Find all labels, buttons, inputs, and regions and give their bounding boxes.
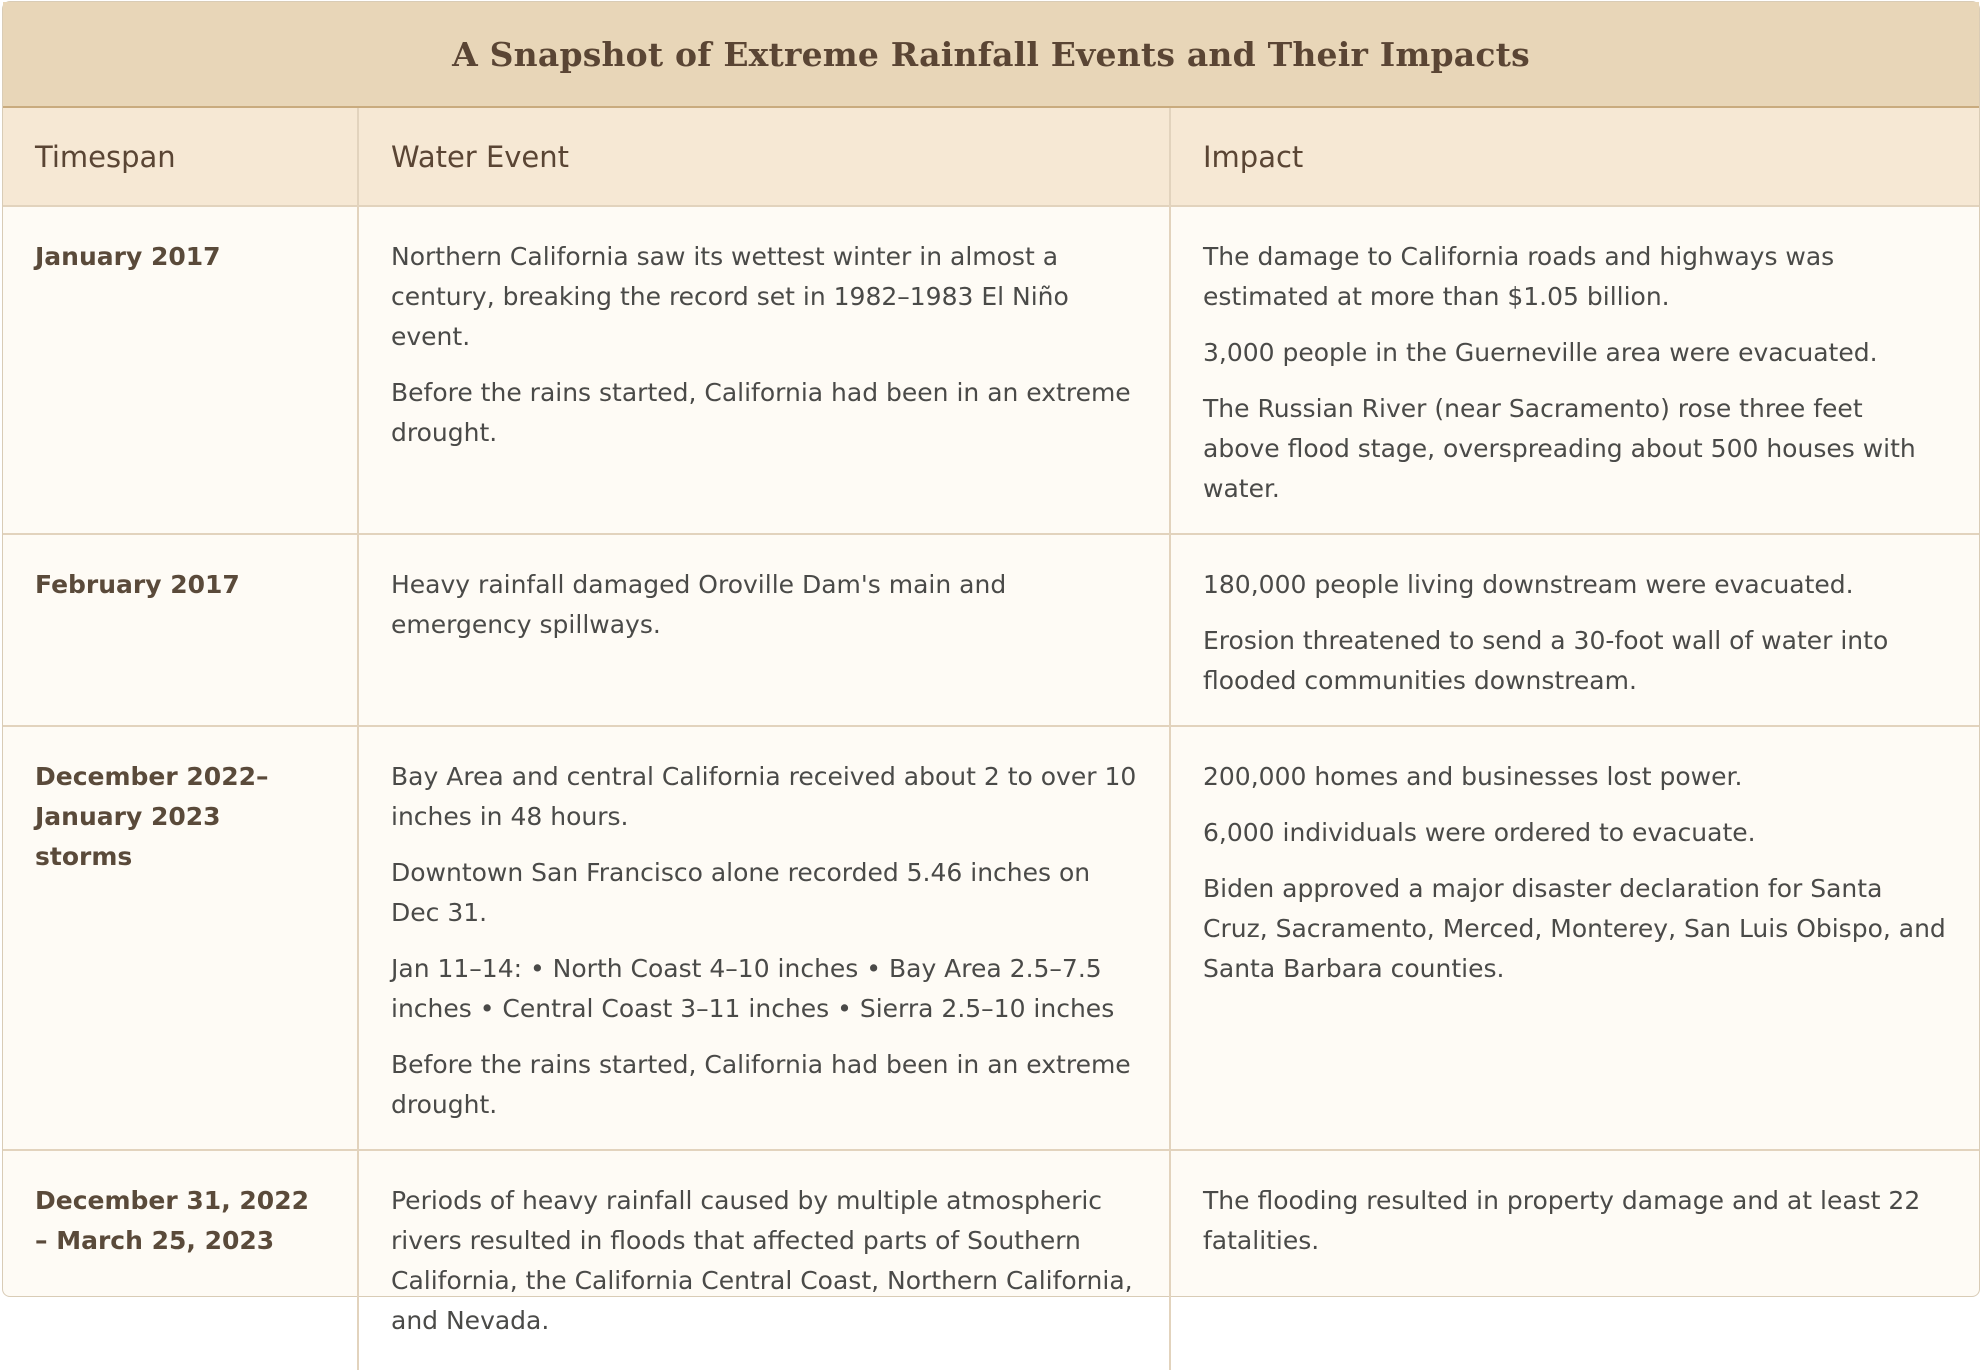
impact-cell bbox=[1170, 534, 1979, 726]
timespan-cell: December 31, 2022 – March 25, 2023 bbox=[3, 1150, 358, 1370]
rainfall-events-card bbox=[2, 1, 1980, 1335]
impact-cell bbox=[1170, 726, 1979, 1150]
timespan-cell: December 2022–January 2023 storms bbox=[3, 726, 358, 1150]
impact-text: 3,000 people in the Guerneville area were evacuated. bbox=[1203, 338, 1878, 367]
impact-text: 180,000 people living downstream were evacuated. bbox=[1203, 570, 1854, 599]
event-text: Before the rains started, California had been in an extreme drought. bbox=[391, 378, 1131, 447]
water-event-cell bbox=[358, 726, 1170, 1150]
event-text: Northern California saw its wettest winter in almost a century, breaking the record set in 1982–1983 El Niño event. bbox=[391, 242, 1069, 351]
event-text: Heavy rainfall damaged Oroville Dam's main and emergency spillways. bbox=[391, 570, 1007, 639]
event-text: Before the rains started, California had been in an extreme drought. bbox=[391, 1050, 1131, 1119]
table-row bbox=[3, 1150, 1979, 1370]
rainfall-events-table bbox=[3, 108, 1979, 1370]
table-row bbox=[3, 534, 1979, 726]
event-text: Downtown San Francisco alone recorded 5.46 inches on Dec 31. bbox=[391, 858, 1091, 927]
impact-text: 200,000 homes and businesses lost power. bbox=[1203, 762, 1743, 791]
water-event-cell bbox=[358, 206, 1170, 534]
water-event-cell bbox=[358, 534, 1170, 726]
event-text: Periods of heavy rainfall caused by multiple atmospheric rivers resulted in floods that affected parts of Southern California, the California Central Coast, Northern California, and Nevada. bbox=[391, 1186, 1133, 1335]
impact-cell bbox=[1170, 206, 1979, 534]
impact-cell bbox=[1170, 1150, 1979, 1370]
column-header-water-event: Water Event bbox=[358, 108, 1170, 206]
event-text: Bay Area and central California received about 2 to over 10 inches in 48 hours. bbox=[391, 762, 1137, 831]
impact-text: 6,000 individuals were ordered to evacuate. bbox=[1203, 818, 1756, 847]
timespan-cell: February 2017 bbox=[3, 534, 358, 726]
table-title: A Snapshot of Extreme Rainfall Events and Their Impacts bbox=[452, 34, 1530, 74]
column-header-timespan: Timespan bbox=[3, 108, 358, 206]
impact-text: The damage to California roads and highways was estimated at more than $1.05 billion. bbox=[1203, 242, 1835, 311]
table-row bbox=[3, 726, 1979, 1150]
column-header-impact: Impact bbox=[1170, 108, 1979, 206]
water-event-cell bbox=[358, 1150, 1170, 1370]
impact-text: Biden approved a major disaster declaration for Santa Cruz, Sacramento, Merced, Monterey, San Luis Obispo, and Santa Barbara counties. bbox=[1203, 874, 1946, 983]
impact-text: The flooding resulted in property damage and at least 22 fatalities. bbox=[1203, 1186, 1921, 1255]
header-row bbox=[3, 108, 1979, 206]
timespan-cell: January 2017 bbox=[3, 206, 358, 534]
event-text: Jan 11–14: • North Coast 4–10 inches • Bay Area 2.5–7.5 inches • Central Coast 3–11 inches • Sierra 2.5–10 inches bbox=[391, 954, 1115, 1023]
impact-text: Erosion threatened to send a 30-foot wall of water into flooded communities downstream. bbox=[1203, 626, 1889, 695]
table-title-bar bbox=[3, 2, 1979, 108]
table-row bbox=[3, 206, 1979, 534]
impact-text: The Russian River (near Sacramento) rose three feet above flood stage, overspreading about 500 houses with water. bbox=[1203, 394, 1916, 503]
